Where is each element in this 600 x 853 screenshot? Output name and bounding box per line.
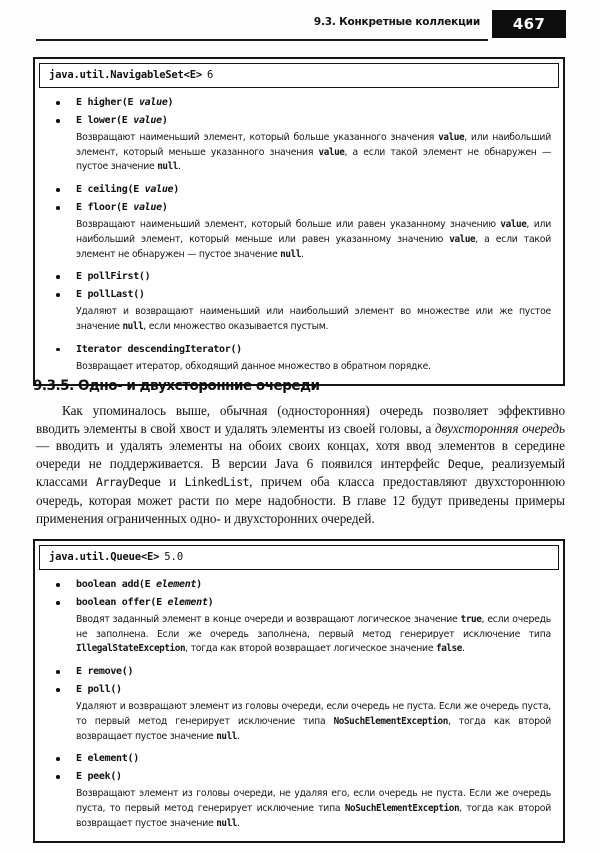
api-signature-list xyxy=(47,342,551,358)
api-box-body xyxy=(35,570,563,841)
section-heading: 9.3.5. Одно- и двухсторонние очереди xyxy=(33,378,320,394)
api-method-signature: E poll() xyxy=(47,682,551,698)
running-head xyxy=(36,14,566,40)
body-paragraph: Как упоминалось выше, обычная (односторонняя) очередь позволяет эффективно вводить элементы в свой хвост и удалять элементы из своей головы, а двухсторонняя очередь — вводить и удалять элементы на обоих своих концах, хотя ввод элементов в середине очереди не поддерживается. В версии Java 6 появился интерфейс Deque, реализуемый классами ArrayDeque и LinkedList, причем оба класса предоставляют двухстороннюю очередь, которая может расти по мере надобности. В главе 12 будут приведены примеры применения ограниченных одно- и двухсторонних очередей. xyxy=(36,403,565,526)
api-method-description: Возвращают наименьший элемент, который больше или равен указанному значению value, или наибольший элемент, который меньше или равен указанному значению value, а если такой элемент не обнаружен — пустое значение null. xyxy=(76,219,552,260)
page-number-badge: 467 xyxy=(492,10,566,38)
api-method-description: Удаляют и возвращают наименьший или наибольший элемент во множестве или же пустое значение null, если множество оказывается пустым. xyxy=(76,306,551,332)
api-method-description: Возвращают наименьший элемент, который больше указанного значения value, или наибольший элемент, который меньше указанного значения value, а если такой элемент не обнаружен — пустое значение null. xyxy=(76,132,551,173)
api-method-signature: E lower(E value) xyxy=(47,113,551,129)
api-version: 5.0 xyxy=(164,551,184,563)
api-signature-list xyxy=(47,95,551,129)
api-method-signature: E remove() xyxy=(47,664,551,680)
api-signature-list xyxy=(47,182,551,216)
api-version: 6 xyxy=(207,69,214,81)
api-signature-list xyxy=(47,577,551,611)
api-method-signature: E pollFirst() xyxy=(47,269,551,285)
api-class-name: java.util.Queue<E> xyxy=(49,551,160,563)
api-signature-list xyxy=(47,269,551,303)
api-method-signature: E element() xyxy=(47,751,551,767)
api-method-signature: boolean add(E element) xyxy=(47,577,551,593)
api-method-description: Возвращают элемент из головы очереди, не удаляя его, если очередь не пуста. Если же очередь пуста, то первый метод генерирует исключение типа NoSuchElementException, тогда как второй возвращает пустое значение null. xyxy=(76,788,551,829)
api-signature-list xyxy=(47,664,551,698)
api-method-signature: boolean offer(E element) xyxy=(47,595,551,611)
api-method-signature: E pollLast() xyxy=(47,287,551,303)
running-head-title: 9.3. Конкретные коллекции xyxy=(313,16,480,28)
api-method-description: Возвращает итератор, обходящий данное множество в обратном порядке. xyxy=(76,360,431,372)
api-method-signature: E floor(E value) xyxy=(47,200,551,216)
api-box-navigableset xyxy=(33,57,565,386)
api-method-signature: E higher(E value) xyxy=(47,95,551,111)
api-class-name: java.util.NavigableSet<E> xyxy=(49,69,203,81)
api-box-body xyxy=(35,88,563,384)
api-box-title xyxy=(39,63,559,88)
api-box-title xyxy=(39,545,559,570)
api-method-signature: E ceiling(E value) xyxy=(47,182,551,198)
header-rule xyxy=(36,39,488,41)
api-method-signature: E peek() xyxy=(47,769,551,785)
api-method-description: Удаляют и возвращают элемент из головы очереди, если очередь не пуста. Если же очередь пуста, то первый метод генерирует исключение типа NoSuchElementException, тогда как второй возвращает пустое значение null. xyxy=(76,701,551,742)
api-method-signature: Iterator descendingIterator() xyxy=(47,342,551,358)
api-method-description: Вводят заданный элемент в конце очереди и возвращают логическое значение true, если очередь не заполнена. Если же очередь заполнена, первый метод генерирует исключение типа IllegalStateException, тогда как второй возвращает логическое значение false. xyxy=(76,614,551,655)
api-box-queue xyxy=(33,539,565,843)
api-signature-list xyxy=(47,751,551,785)
